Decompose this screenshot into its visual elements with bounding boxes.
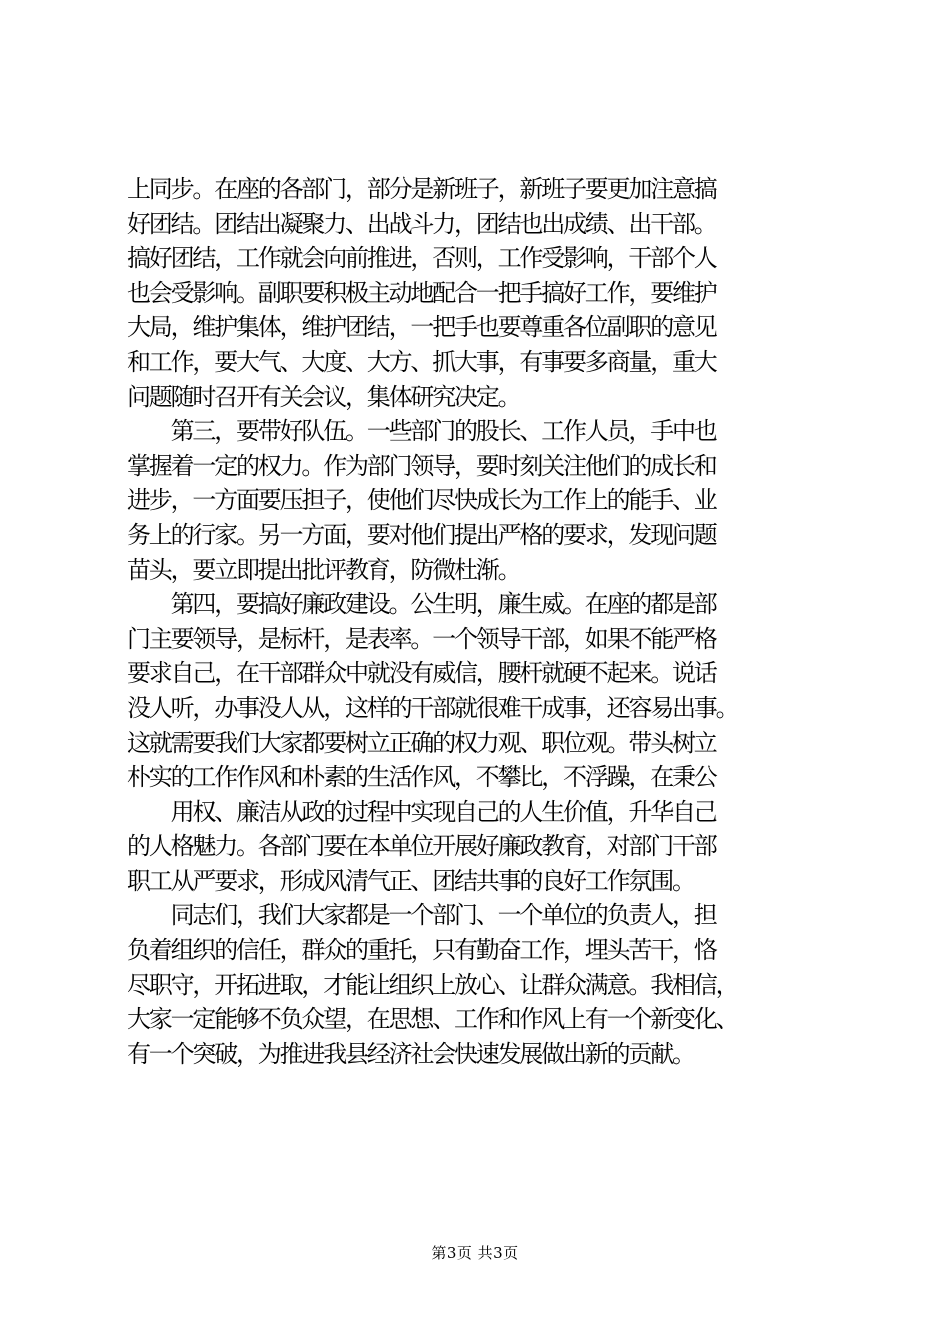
text-line: 同志们，我们大家都是一个部门、一个单位的负责人，担	[127, 901, 716, 930]
text-line: 门主要领导，是标杆，是表率。一个领导干部，如果不能严格	[127, 624, 716, 653]
text-line: 问题随时召开有关会议，集体研究决定。	[127, 382, 520, 411]
text-line: 大局，维护集体，维护团结，一把手也要尊重各位副职的意见	[127, 313, 716, 342]
text-line: 要求自己，在干部群众中就没有威信，腰杆就硬不起来。说话	[127, 659, 716, 688]
text-line: 的人格魅力。各部门要在本单位开展好廉政教育，对部门干部	[127, 832, 716, 861]
text-line: 朴实的工作作风和朴素的生活作风，不攀比，不浮躁，在秉公	[127, 763, 716, 792]
text-line: 尽职守，开拓进取，才能让组织上放心、让群众满意。我相信，	[127, 970, 738, 999]
text-line: 掌握着一定的权力。作为部门领导，要时刻关注他们的成长和	[127, 451, 716, 480]
text-line: 上同步。在座的各部门，部分是新班子，新班子要更加注意搞	[127, 175, 716, 203]
text-line: 大家一定能够不负众望，在思想、工作和作风上有一个新变化、	[127, 1005, 738, 1034]
text-line: 务上的行家。另一方面，要对他们提出严格的要求，发现问题	[127, 520, 716, 549]
text-line: 用权、廉洁从政的过程中实现自己的人生价值，升华自己	[127, 797, 716, 826]
document-body	[127, 172, 847, 1071]
text-line: 这就需要我们大家都要树立正确的权力观、职位观。带头树立	[127, 728, 716, 757]
text-line: 负着组织的信任，群众的重托，只有勤奋工作，埋头苦干，恪	[127, 936, 716, 965]
text-line: 苗头，要立即提出批评教育，防微杜渐。	[127, 555, 520, 584]
text-line: 搞好团结，工作就会向前推进，否则，工作受影响，干部个人	[127, 244, 716, 273]
text-line: 好团结。团结出凝聚力、出战斗力，团结也出成绩、出干部。	[127, 209, 716, 238]
text-line: 进步，一方面要压担子，使他们尽快成长为工作上的能手、业	[127, 486, 716, 515]
text-line: 和工作，要大气、大度、大方、抓大事，有事要多商量，重大	[127, 347, 716, 376]
text-line: 有一个突破，为推进我县经济社会快速发展做出新的贡献。	[127, 1039, 694, 1068]
text-line: 没人听，办事没人从，这样的干部就很难干成事，还容易出事。	[127, 693, 738, 722]
page-number-footer: 第3页 共3页	[431, 1244, 519, 1262]
text-line: 也会受影响。副职要积极主动地配合一把手搞好工作，要维护	[127, 278, 716, 307]
text-line: 第四，要搞好廉政建设。公生明，廉生威。在座的都是部	[127, 590, 716, 619]
text-line: 职工从严要求，形成风清气正、团结共事的良好工作氛围。	[127, 866, 694, 895]
text-line: 第三，要带好队伍。一些部门的股长、工作人员，手中也	[127, 417, 716, 446]
